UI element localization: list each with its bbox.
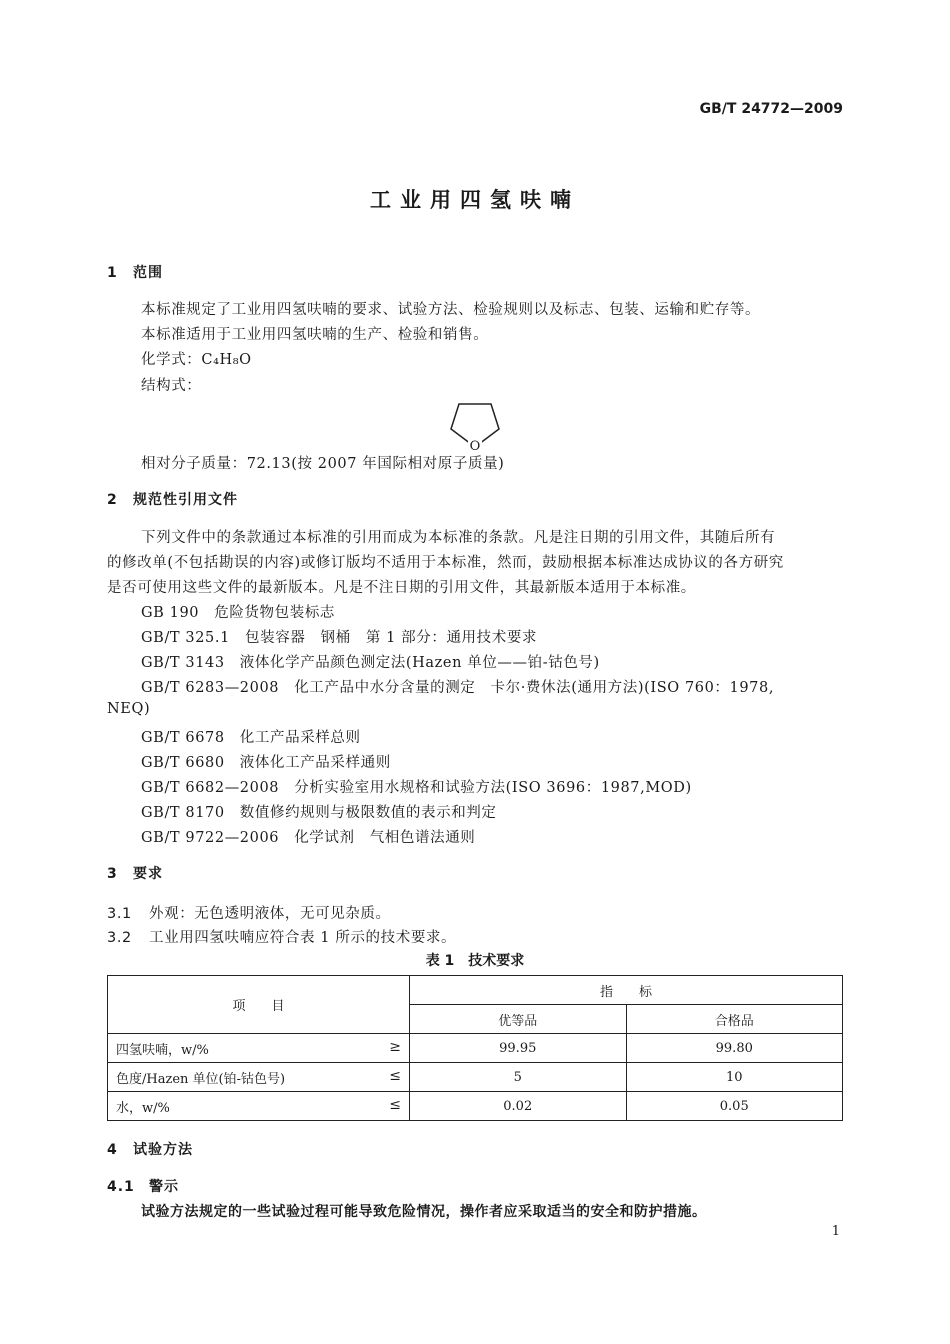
references-intro-line-3: 是否可使用这些文件的最新版本。凡是不注日期的引用文件，其最新版本适用于本标准。 (107, 580, 696, 596)
header-grade-premium: 优等品 (410, 1005, 627, 1034)
header-item: 项 目 (108, 976, 410, 1034)
safety-warning: 试验方法规定的一些试验过程可能导致危险情况，操作者应采取适当的安全和防护措施。 (141, 1204, 707, 1220)
reference-item-continuation: NEQ) (107, 701, 151, 717)
section-1-heading: 1 范围 (107, 265, 163, 281)
reference-item: GB/T 3143 液体化学产品颜色测定法(Hazen 单位——铂-钴色号) (141, 655, 600, 671)
header-index: 指 标 (410, 976, 843, 1005)
scope-paragraph-2: 本标准适用于工业用四氢呋喃的生产、检验和销售。 (141, 327, 489, 343)
clause-4-1-heading: 4.1 警示 (107, 1179, 179, 1195)
section-3-heading: 3 要求 (107, 866, 163, 882)
standard-code: GB/T 24772—2009 (699, 101, 843, 117)
reference-item: GB/T 6680 液体化工产品采样通则 (141, 755, 391, 771)
table-row: 四氢呋喃，w/% ≥ 99.95 99.80 (108, 1034, 843, 1063)
reference-item: GB/T 8170 数值修约规则与极限数值的表示和判定 (141, 805, 497, 821)
section-4-heading: 4 试验方法 (107, 1142, 193, 1158)
reference-item: GB/T 6678 化工产品采样总则 (141, 730, 361, 746)
clause-3-2: 3.2 工业用四氢呋喃应符合表 1 所示的技术要求。 (107, 930, 457, 946)
molecular-mass: 相对分子质量：72.13(按 2007 年国际相对原子质量) (141, 456, 505, 472)
scope-paragraph-1: 本标准规定了工业用四氢呋喃的要求、试验方法、检验规则以及标志、包装、运输和贮存等。 (141, 302, 761, 318)
references-intro-line-1: 下列文件中的条款通过本标准的引用而成为本标准的条款。凡是注日期的引用文件，其随后所有 (141, 530, 776, 546)
reference-item: GB/T 6283—2008 化工产品中水分含量的测定 卡尔·费休法(通用方法)(ISO 760：1978, (141, 680, 775, 696)
clause-3-1: 3.1 外观：无色透明液体，无可见杂质。 (107, 906, 391, 922)
document-title: 工业用四氢呋喃 (370, 188, 580, 212)
section-2-heading: 2 规范性引用文件 (107, 492, 238, 508)
reference-item: GB 190 危险货物包装标志 (141, 605, 336, 621)
table-row: 水，w/% ≤ 0.02 0.05 (108, 1092, 843, 1121)
reference-item: GB/T 9722—2006 化学试剂 气相色谱法通则 (141, 830, 476, 846)
table-caption: 表 1 技术要求 (425, 953, 525, 969)
references-intro-line-2: 的修改单(不包括勘误的内容)或修订版均不适用于本标准，然而，鼓励根据本标准达成协议的各方研究 (107, 555, 784, 571)
structure-label: 结构式： (141, 378, 202, 394)
ring-oxygen-label: O (469, 439, 481, 454)
reference-item: GB/T 6682—2008 分析实验室用水规格和试验方法(ISO 3696：1987,MOD) (141, 780, 692, 796)
table-row: 色度/Hazen 单位(铂-钴色号) ≤ 5 10 (108, 1063, 843, 1092)
thf-structure-diagram (440, 395, 510, 455)
requirements-table (107, 975, 843, 1121)
page-number: 1 (831, 1224, 840, 1239)
header-grade-qualified: 合格品 (626, 1005, 843, 1034)
reference-item: GB/T 325.1 包装容器 钢桶 第 1 部分：通用技术要求 (141, 630, 538, 646)
chemical-formula: 化学式：C₄H₈O (141, 352, 252, 368)
